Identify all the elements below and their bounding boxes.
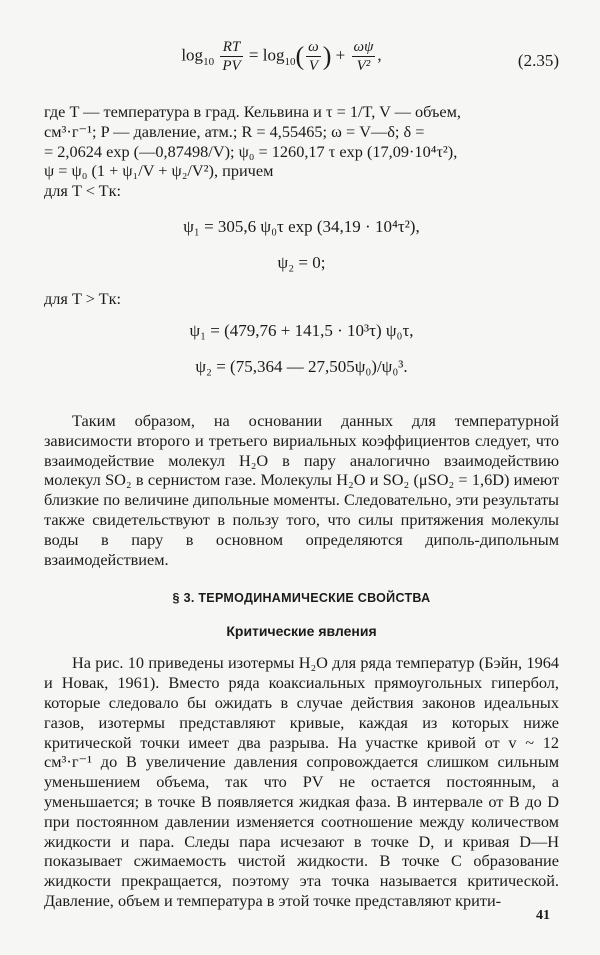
eq-log-base-2: 10 xyxy=(284,55,296,68)
eq-denominator-v: V xyxy=(308,58,319,74)
definition-line-4: ψ = ψ₀ (1 + ψ₁/V + ψ₂/V²), причем xyxy=(44,161,274,181)
eq-log-base-1: 10 xyxy=(203,55,215,68)
case1-psi2-equation: ψ₂ = 0; xyxy=(277,252,326,272)
eq-fraction-omega-v xyxy=(306,38,321,75)
definition-line-5: для T < Tк: xyxy=(44,181,122,201)
eq-fraction-rt-pv xyxy=(220,38,242,75)
definition-line-2: см³·г⁻¹; P — давление, атм.; R = 4,55465; ω = V—δ; δ = xyxy=(44,121,425,141)
eq-denominator-v2: V² xyxy=(356,58,371,74)
equation-2-35: $\log_{10}$ $\frac{RT}{PV}$ = $\log_{10}$( $\frac{\omega}{V}$ ) + $\frac{\omega\psi}{\text{V²}}$ , (2.35) xyxy=(181,39,559,74)
eq-plus: + xyxy=(335,45,346,65)
eq-log-2: log xyxy=(262,45,285,65)
definition-line-1: где T — температура в град. Кельвина и τ = 1/T, V — объем, xyxy=(44,102,461,121)
paragraph-virial-conclusion: Таким образом, на основании данных для температурной зависимости второго и третьего вириальных коэффициентов следует, что взаимодействие молекул H₂O в пару аналогично взаимодействию молекул SO₂ в сернистом газе. Молекулы H₂O и SO₂ (μSO₂ = 1,6D) имеют близкие по величине дипольные моменты. Следовательно, эти результаты также свидетельствуют в пользу того, что силы притяжения молекулы воды в пару в основном определяются диполь-дипольным взаимодействием. xyxy=(44,410,559,569)
page-number: 41 xyxy=(536,908,550,923)
definition-line-3: = 2,0624 exp (—0,87498/V); ψ₀ = 1260,17 τ exp (17,09·10⁴τ²), xyxy=(44,141,458,161)
page-content xyxy=(44,34,559,911)
eq-equals: = xyxy=(248,45,259,65)
definitions-block xyxy=(44,102,559,201)
case2-psi1-equation: ψ₁ = (479,76 + 141,5 · 10³τ) ψ₀τ, xyxy=(189,320,414,340)
case2-label: для T > Tк: xyxy=(44,288,122,308)
subsection-heading: Критические явления xyxy=(226,623,377,640)
eq-numerator-rt: RT xyxy=(220,38,242,57)
eq-numerator-omegapsi: ωψ xyxy=(353,39,374,55)
eq-log-1: log xyxy=(181,45,204,65)
eq-denominator-pv: PV xyxy=(222,58,241,74)
equation-number: (2.35) xyxy=(517,51,559,70)
case1-psi1-equation: ψ₁ = 305,6 ψ₀τ exp (34,19 · 10⁴τ²), xyxy=(183,216,420,236)
eq-comma: , xyxy=(377,45,382,65)
case2-psi2-equation: ψ₂ = (75,364 — 27,505ψ₀)/ψ₀³. xyxy=(195,356,408,376)
eq-numerator-omega: ω xyxy=(308,39,319,55)
paragraph-critical-phenomena: На рис. 10 приведены изотермы H₂O для ряда температур (Бэйн, 1964 и Новак, 1961). Вместо ряда коаксиальных прямоугольных гипербол, которые следовало бы ожидать в случае действия законов идеальных газов, изотермы представляют кривые, каждая из которых ниже критической точки имеет два разрыва. На участке кривой от v ~ 12 см³·г⁻¹ до B увеличение давления сопровождается слишком сильным уменьшением объема, так что PV не остается постоянным, а уменьшается; в точке B появляется жидкая фаза. В интервале от B до D при постоянном давлении изменяется соотношение между количеством жидкости и пара. Следы пара исчезают в точке D, и кривая D—H показывает сжимаемость чистой жидкости. В точке C образование жидкости прекращается, поэтому эта точка называется критической. Давление, объем и температура в этой точке представляют крити- xyxy=(44,653,559,910)
eq-fraction-omegapsi-v2 xyxy=(352,38,376,75)
section-heading: § 3. ТЕРМОДИНАМИЧЕСКИЕ СВОЙСТВА xyxy=(172,591,431,606)
